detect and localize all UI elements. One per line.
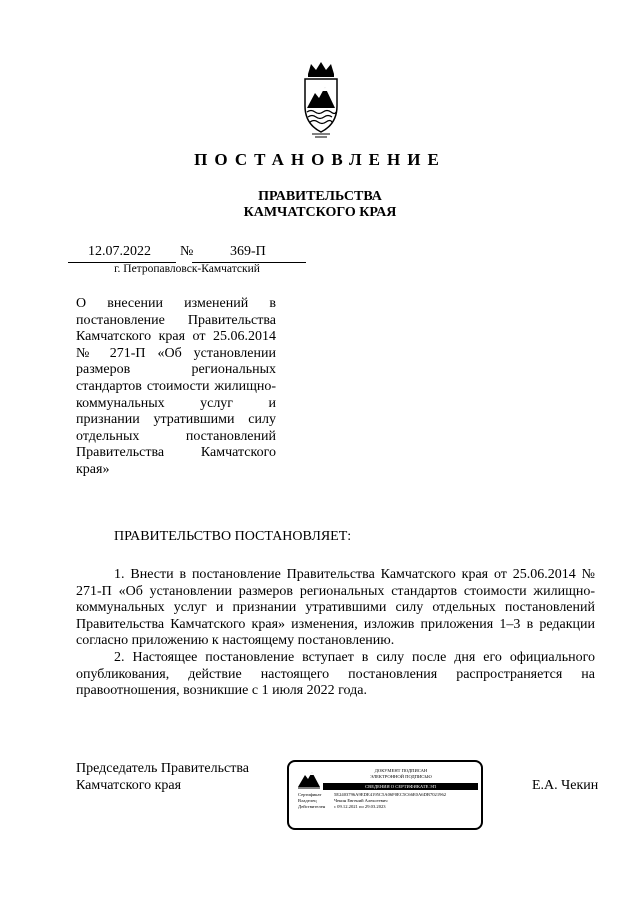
organization-line-2: КАМЧАТСКОГО КРАЯ xyxy=(243,205,397,220)
city-name: г. Петропавловск-Камчатский xyxy=(114,263,260,275)
stamp-crest-icon xyxy=(296,769,322,789)
stamp-cert-value: 5E2403796A9EDE4195C5A06F0EC5C66E0A6DB7021962 xyxy=(334,792,447,797)
electronic-signature-stamp xyxy=(287,760,483,830)
stamp-valid-label: Действителен xyxy=(298,804,326,809)
document-number: 369-П xyxy=(230,244,266,259)
resolution-heading: ПРАВИТЕЛЬСТВО ПОСТАНОВЛЯЕТ: xyxy=(114,529,352,544)
signer-position-line-2: Камчатского края xyxy=(76,778,182,793)
stamp-owner-value: Чекин Евгений Алексеевич xyxy=(334,798,388,803)
stamp-details xyxy=(298,792,478,810)
signer-name: Е.А. Чекин xyxy=(532,778,599,793)
paragraph-2: 2. Настоящее постановление вступает в силу после дня его официального опубликования, действие настоящего постановления распространяется на правоотношения, возникшие с 1 июля 2022 года. xyxy=(76,649,595,699)
coat-of-arms-icon xyxy=(298,60,344,140)
document-title: ПОСТАНОВЛЕНИЕ xyxy=(194,150,446,169)
stamp-line-1: ДОКУМЕНТ ПОДПИСАН xyxy=(374,768,428,773)
document-number-row xyxy=(68,244,306,262)
paragraph-1: 1. Внести в постановление Правительства Камчатского края от 25.06.2014 № 271-П «Об установлении размеров региональных стандартов стоимости жилищно-коммунальных услуг и признании утратившими силу отдельных постановлений Правительства Камчатского края» изменения, изложив приложения 1–3 в редакции согласно приложению к настоящему постановлению. xyxy=(76,567,595,649)
signer-position-line-1: Председатель Правительства xyxy=(76,761,249,776)
organization-line-1: ПРАВИТЕЛЬСТВА xyxy=(258,189,382,204)
document-subject xyxy=(76,296,276,479)
stamp-line-2: ЭЛЕКТРОННОЙ ПОДПИСЬЮ xyxy=(370,774,432,779)
stamp-certificate-bar: СВЕДЕНИЯ О СЕРТИФИКАТЕ ЭП xyxy=(323,783,478,790)
stamp-row xyxy=(298,804,478,810)
stamp-valid-value: с 09.12.2021 по 29.03.2023 xyxy=(334,804,386,809)
document-date: 12.07.2022 xyxy=(88,244,151,259)
subject-text: О внесении изменений в постановление Правительства Камчатского края от 25.06.2014 № 271-П «Об установлении размеров региональных стандартов стоимости жилищно-коммунальных услуг и признании утратившими силу отдельных постановлений Правительства Камчатского края» xyxy=(76,296,276,477)
stamp-header xyxy=(323,768,479,780)
number-sign: № xyxy=(180,244,194,259)
stamp-owner-label: Владелец xyxy=(298,798,317,803)
stamp-cert-label: Сертификат xyxy=(298,792,322,797)
signer-position xyxy=(76,760,249,794)
document-body xyxy=(76,567,595,700)
